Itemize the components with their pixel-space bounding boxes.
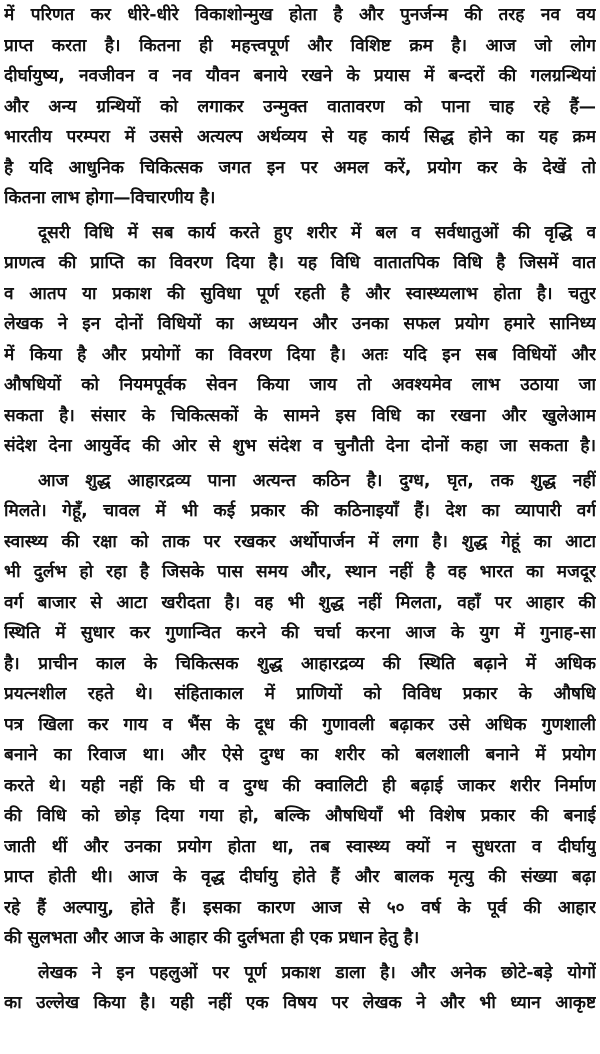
- text-line: लेखक ने इन पहलुओं पर पूर्ण प्रकाश डाला है। और अनेक छोटे-बड़े योगों: [38, 962, 596, 983]
- text-line: आज शुद्ध आहारद्रव्य पाना अत्यन्त कठिन है। दुग्ध, घृत, तक शुद्ध नहीं: [38, 470, 596, 491]
- paragraph-4: [4, 958, 596, 1019]
- text-line: सकता है। संसार के चिकित्सकों के सामने इस विधि का रखना और खुलेआम: [4, 405, 596, 426]
- document-page: [4, 0, 596, 1054]
- text-line: स्थिति में सुधार कर गुणान्वित करने की चर्चा करना आज के युग में गुनाह-सा: [4, 623, 596, 643]
- text-line: प्राप्त होती थी। आज के वृद्ध दीर्घायु होते हैं और बालक मृत्यु की संख्या बढ़ा: [4, 867, 596, 887]
- paragraph-2: [4, 218, 596, 462]
- text-line: की विधि को छोड़ दिया गया हो, बल्कि औषधियाँ भी विशेष प्रकार की बनाई: [4, 806, 596, 826]
- text-line: प्राप्त करता है। कितना ही महत्त्वपूर्ण और विशिष्ट क्रम है। आज जो लोग: [4, 35, 596, 56]
- text-line: दीर्घायुष्य, नवजीवन व नव यौवन बनाये रखने के प्रयास में बन्दरों की गलग्रन्थियां: [4, 66, 596, 86]
- text-line: है। प्राचीन काल के चिकित्सक शुद्ध आहारद्रव्य की स्थिति बढ़ाने में अधिक: [4, 653, 596, 674]
- text-line: में किया है और प्रयोगों का विवरण दिया है। अतः यदि इन सब विधियों और: [4, 344, 596, 365]
- text-line: पत्र खिला कर गाय व भैंस के दूध की गुणावली बढ़ाकर उसे अधिक गुणशाली: [4, 714, 596, 735]
- text-line: रहे हैं अल्पायु, होते हैं। इसका कारण आज से ५० वर्ष के पूर्व की आहार: [4, 897, 596, 918]
- text-line: लेखक ने इन दोनों विधियों का अध्ययन और उनका सफल प्रयोग हमारे सानिध्य: [4, 314, 596, 334]
- paragraph-1: [4, 0, 596, 214]
- text-line: प्रयत्नशील रहते थे। संहिताकाल में प्राणियों को विविध प्रकार के औषधि: [4, 684, 596, 704]
- paragraph-3: [4, 466, 596, 954]
- text-line: और अन्य ग्रन्थियों को लगाकर उन्मुक्त वातावरण को पाना चाह रहे हैं—: [4, 96, 596, 117]
- text-line: मिलते। गेहूँ, चावल में भी कई प्रकार की कठिनाइयाँ हैं। देश का व्यापारी वर्ग: [4, 501, 596, 521]
- text-line: करते थे। यही नहीं कि घी व दुग्ध की क्वालिटी ही बढ़ाई जाकर शरीर निर्माण: [4, 775, 596, 796]
- text-line: औषधियों को नियमपूर्वक सेवन किया जाय तो अवश्यमेव लाभ उठाया जा: [4, 375, 596, 395]
- text-line: वर्ग बाजार से आटा खरीदता है। वह भी शुद्ध नहीं मिलता, वहाँ पर आहार की: [4, 592, 596, 613]
- text-line: स्वास्थ्य की रक्षा को ताक पर रखकर अर्थोपार्जन में लगा है। शुद्ध गेहूं का आटा: [4, 531, 596, 552]
- text-line: है यदि आधुनिक चिकित्सक जगत इन पर अमल करें, प्रयोग कर के देखें तो: [4, 157, 596, 178]
- text-line: संदेश देना आयुर्वेद की ओर से शुभ संदेश व चुनौती देना दोनों कहा जा सकता है।: [4, 436, 596, 456]
- text-line: का उल्लेख किया है। यही नहीं एक विषय पर लेखक ने और भी ध्यान आकृष्ट: [4, 993, 596, 1013]
- text-line: कितना लाभ होगा—विचारणीय है।: [4, 188, 216, 208]
- text-line: की सुलभता और आज के आहार की दुर्लभता ही एक प्रधान हेतु है।: [4, 928, 420, 948]
- text-line: भी दुर्लभ हो रहा है जिसके पास समय और, स्थान नहीं है वह भारत का मजदूर: [4, 562, 596, 582]
- text-line: भारतीय परम्परा में उससे अत्यल्प अर्थव्यय से यह कार्य सिद्ध होने का यह क्रम: [4, 127, 596, 147]
- text-line: बनाने का रिवाज था। और ऐसे दुग्ध का शरीर को बलशाली बनाने में प्रयोग: [4, 745, 596, 765]
- text-line: प्राणत्व की प्राप्ति का विवरण दिया है। यह विधि वातातपिक विधि है जिसमें वात: [4, 253, 596, 273]
- text-line: व आतप या प्रकाश की सुविधा पूर्ण रहती है और स्वास्थ्यलाभ होता है। चतुर: [4, 283, 596, 304]
- text-line: जाती थीं और उनका प्रयोग होता था, तब स्वास्थ्य क्यों न सुधरता व दीर्घायु: [4, 836, 596, 857]
- text-line: में परिणत कर धीरे-धीरे विकाशोन्मुख होता है और पुनर्जन्म की तरह नव वय: [4, 5, 596, 25]
- text-line: दूसरी विधि में सब कार्य करते हुए शरीर में बल व सर्वधातुओं की वृद्धि व: [38, 222, 596, 243]
